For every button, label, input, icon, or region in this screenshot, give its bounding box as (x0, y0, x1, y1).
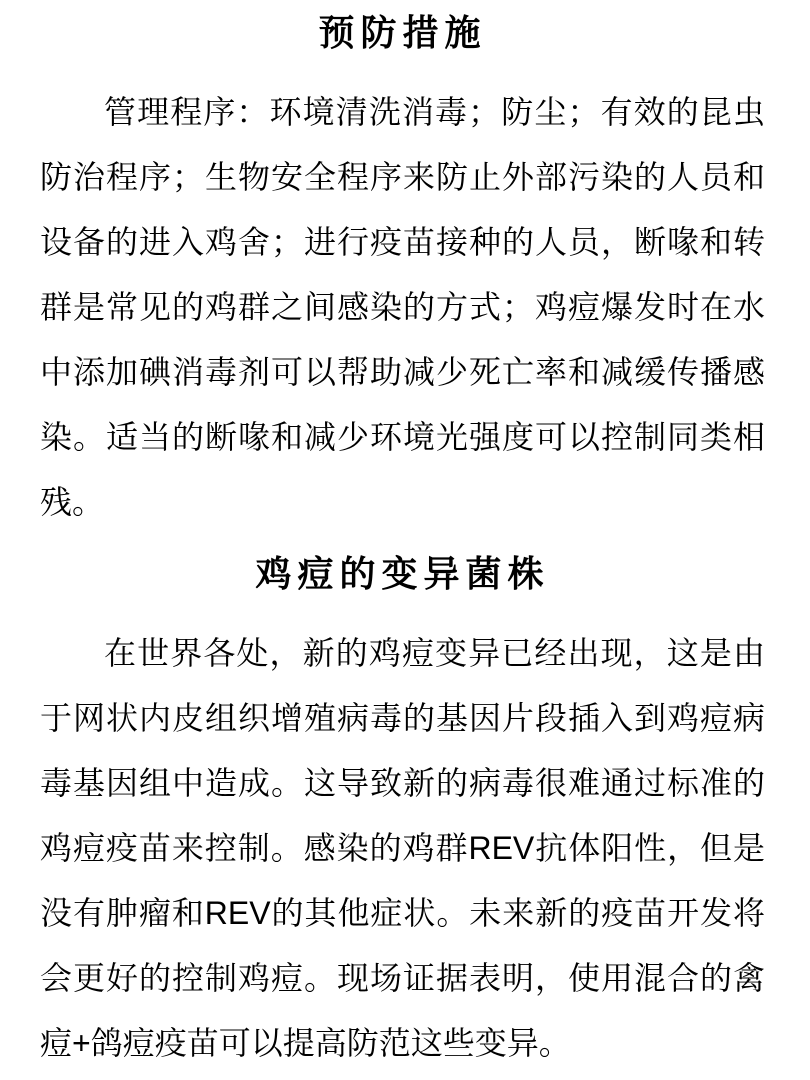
section-heading-prevention: 预防措施 (318, 12, 487, 53)
section-variant-strains (40, 549, 765, 1076)
section-prevention-measures (40, 8, 765, 535)
section-paragraph-variants: 在世界各处，新的鸡痘变异已经出现，这是由于网状内皮组织增殖病毒的基因片段插入到鸡痘病毒基因组中造成。这导致新的病毒很难通过标准的鸡痘疫苗来控制。感染的鸡群REV抗体阳性，但是没有肿瘤和REV的其他症状。未来新的疫苗开发将会更好的控制鸡痘。现场证据表明，使用混合的禽痘+鸽痘疫苗可以提高防范这些变异。 (40, 635, 765, 1061)
section-heading-variants: 鸡痘的变异菌株 (255, 553, 550, 594)
section-paragraph-prevention: 管理程序：环境清洗消毒；防尘；有效的昆虫防治程序；生物安全程序来防止外部污染的人员和设备的进入鸡舍；进行疫苗接种的人员，断喙和转群是常见的鸡群之间感染的方式；鸡痘爆发时在水中添加碘消毒剂可以帮助减少死亡率和减缓传播感染。适当的断喙和减少环境光强度可以控制同类相残。 (40, 94, 765, 520)
